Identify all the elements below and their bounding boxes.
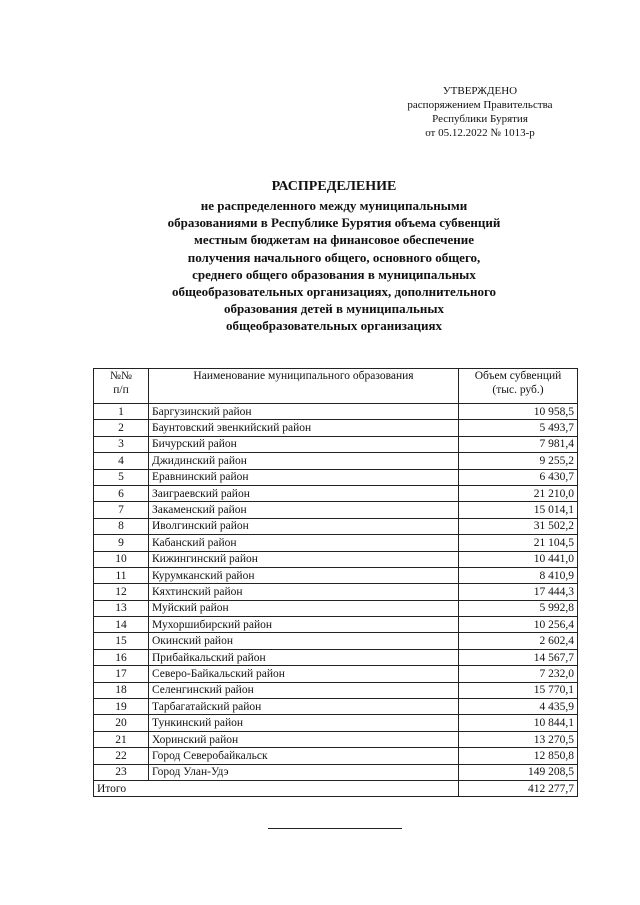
row-amount: 13 270,5 — [459, 731, 578, 747]
row-amount: 10 958,5 — [459, 404, 578, 420]
footer-divider — [268, 828, 402, 829]
table-row — [94, 436, 578, 452]
distribution-table — [93, 368, 578, 797]
table-row — [94, 666, 578, 682]
row-municipality: Селенгинский район — [149, 682, 459, 698]
row-amount: 5 992,8 — [459, 600, 578, 616]
row-number: 8 — [94, 518, 149, 534]
total-amount: 412 277,7 — [459, 780, 578, 796]
row-amount: 6 430,7 — [459, 469, 578, 485]
row-municipality: Заиграевский район — [149, 485, 459, 501]
row-municipality: Город Улан-Удэ — [149, 764, 459, 780]
row-number: 4 — [94, 453, 149, 469]
row-municipality: Окинский район — [149, 633, 459, 649]
header-municipality: Наименование муниципального образования — [149, 369, 459, 404]
title-line: образованиями в Республике Бурятия объема субвенций — [167, 215, 501, 231]
table-row — [94, 633, 578, 649]
row-municipality: Город Северобайкальск — [149, 748, 459, 764]
row-number: 5 — [94, 469, 149, 485]
table-row — [94, 682, 578, 698]
row-number: 12 — [94, 584, 149, 600]
row-amount: 149 208,5 — [459, 764, 578, 780]
row-amount: 15 770,1 — [459, 682, 578, 698]
table-row — [94, 453, 578, 469]
row-municipality: Баунтовский эвенкийский район — [149, 420, 459, 436]
row-amount: 14 567,7 — [459, 649, 578, 665]
row-number: 15 — [94, 633, 149, 649]
row-municipality: Джидинский район — [149, 453, 459, 469]
row-amount: 10 256,4 — [459, 617, 578, 633]
row-amount: 10 844,1 — [459, 715, 578, 731]
row-municipality: Баргузинский район — [149, 404, 459, 420]
approval-authority: распоряжением Правительства — [407, 99, 553, 111]
row-amount: 31 502,2 — [459, 518, 578, 534]
table-row — [94, 404, 578, 420]
table-row — [94, 584, 578, 600]
row-number: 6 — [94, 485, 149, 501]
row-number: 10 — [94, 551, 149, 567]
header-amount — [459, 369, 578, 404]
row-municipality: Еравнинский район — [149, 469, 459, 485]
table-row — [94, 748, 578, 764]
title-line: образования детей в муниципальных — [223, 301, 445, 317]
approval-heading: УТВЕРЖДЕНО — [442, 85, 518, 97]
row-number: 9 — [94, 535, 149, 551]
row-number: 11 — [94, 567, 149, 583]
row-number: 3 — [94, 436, 149, 452]
total-row — [94, 780, 578, 796]
title-line: не распределенного между муниципальными — [200, 198, 468, 213]
title-heading: РАСПРЕДЕЛЕНИЕ — [271, 179, 397, 194]
row-municipality: Кабанский район — [149, 535, 459, 551]
row-amount: 21 104,5 — [459, 535, 578, 551]
row-number: 13 — [94, 600, 149, 616]
row-amount: 5 493,7 — [459, 420, 578, 436]
header-number-line1: №№ — [110, 370, 132, 382]
table-row — [94, 485, 578, 501]
title-line: общеобразовательных организациях, дополнительного — [171, 284, 497, 300]
row-amount: 4 435,9 — [459, 699, 578, 715]
table-row — [94, 502, 578, 518]
total-label: Итого — [94, 780, 459, 796]
row-number: 23 — [94, 764, 149, 780]
row-municipality: Тункинский район — [149, 715, 459, 731]
row-amount: 8 410,9 — [459, 567, 578, 583]
title-line: общеобразовательных организациях — [225, 318, 443, 334]
row-municipality: Прибайкальский район — [149, 649, 459, 665]
table-row — [94, 469, 578, 485]
document-title — [90, 178, 578, 335]
row-amount: 21 210,0 — [459, 485, 578, 501]
header-number — [94, 369, 149, 404]
table-row — [94, 420, 578, 436]
approval-republic: Республики Бурятия — [432, 113, 528, 125]
table-row — [94, 764, 578, 780]
row-number: 1 — [94, 404, 149, 420]
row-number: 17 — [94, 666, 149, 682]
row-amount: 10 441,0 — [459, 551, 578, 567]
table-body — [94, 404, 578, 781]
row-number: 19 — [94, 699, 149, 715]
row-number: 18 — [94, 682, 149, 698]
title-line: получения начального общего, основного общего, — [187, 249, 481, 265]
row-municipality: Северо-Байкальский район — [149, 666, 459, 682]
row-number: 20 — [94, 715, 149, 731]
row-number: 16 — [94, 649, 149, 665]
row-municipality: Мухоршибирский район — [149, 617, 459, 633]
table-row — [94, 567, 578, 583]
table-row — [94, 600, 578, 616]
row-amount: 17 444,3 — [459, 584, 578, 600]
table-row — [94, 731, 578, 747]
row-municipality: Тарбагатайский район — [149, 699, 459, 715]
row-amount: 15 014,1 — [459, 502, 578, 518]
table-row — [94, 649, 578, 665]
row-municipality: Иволгинский район — [149, 518, 459, 534]
title-line: среднего общего образования в муниципальных — [192, 266, 476, 282]
row-municipality: Кижингинский район — [149, 551, 459, 567]
row-municipality: Бичурский район — [149, 436, 459, 452]
row-municipality: Муйский район — [149, 600, 459, 616]
header-amount-line2: (тыс. руб.) — [492, 384, 544, 396]
row-number: 14 — [94, 617, 149, 633]
table-row — [94, 518, 578, 534]
table-header-row — [94, 369, 578, 404]
row-amount: 12 850,8 — [459, 748, 578, 764]
row-municipality: Курумканский район — [149, 567, 459, 583]
row-municipality: Кяхтинский район — [149, 584, 459, 600]
row-amount: 7 232,0 — [459, 666, 578, 682]
table-row — [94, 715, 578, 731]
row-amount: 2 602,4 — [459, 633, 578, 649]
approval-date-number: от 05.12.2022 № 1013-р — [425, 127, 535, 139]
table-row — [94, 535, 578, 551]
header-amount-line1: Объем субвенций — [474, 370, 562, 382]
row-municipality: Закаменский район — [149, 502, 459, 518]
row-number: 21 — [94, 731, 149, 747]
row-number: 22 — [94, 748, 149, 764]
row-number: 2 — [94, 420, 149, 436]
row-municipality: Хоринский район — [149, 731, 459, 747]
table-row — [94, 551, 578, 567]
row-amount: 7 981,4 — [459, 436, 578, 452]
table-row — [94, 617, 578, 633]
header-number-line2: п/п — [113, 384, 129, 396]
table-row — [94, 699, 578, 715]
approval-stamp — [360, 84, 600, 140]
row-amount: 9 255,2 — [459, 453, 578, 469]
title-line: местным бюджетам на финансовое обеспечение — [193, 232, 475, 248]
row-number: 7 — [94, 502, 149, 518]
